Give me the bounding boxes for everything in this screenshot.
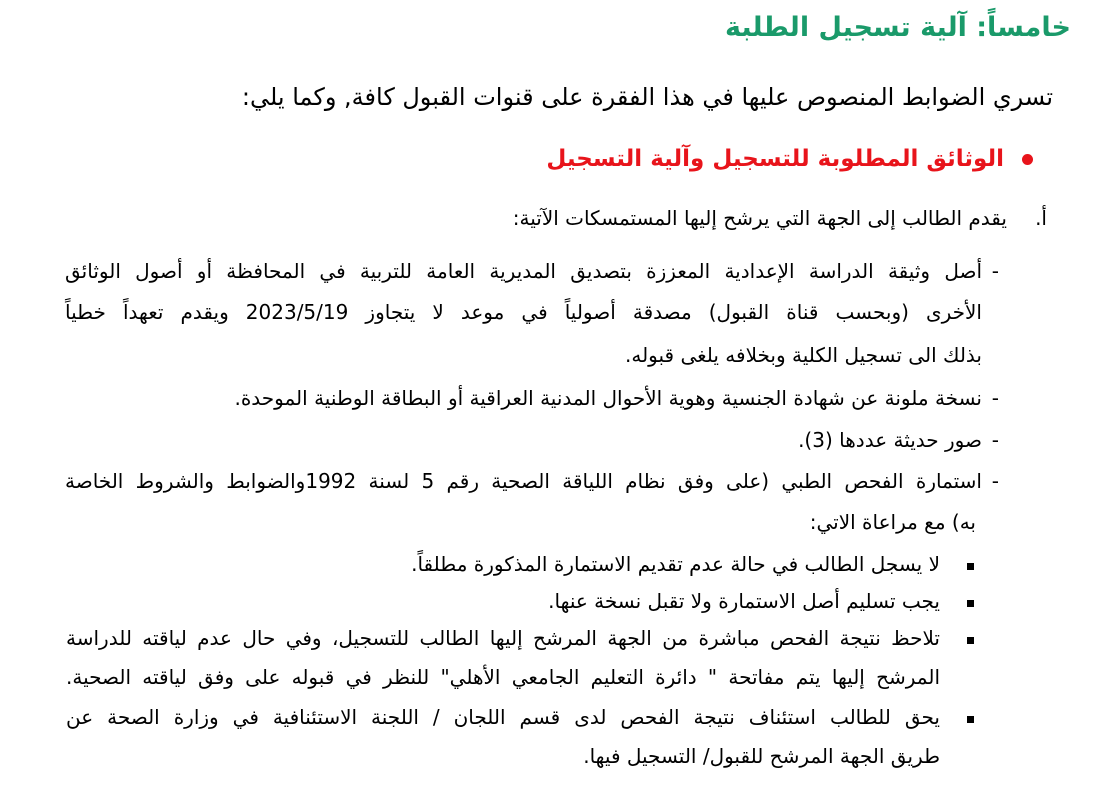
dash-marker: - xyxy=(991,469,999,493)
bullet-item-4-line-2: طريق الجهة المرشح للقبول/ التسجيل فيها. xyxy=(583,744,940,768)
dash-item-1-line-2: الأخرى (وبحسب قناة القبول) مصدقة أصولياً في موعد لا يتجاوز 2023/5/19 ويقدم تعهداً خطياً xyxy=(65,300,982,324)
square-bullet-icon xyxy=(967,563,974,570)
dash-item-1-line-1: أصل وثيقة الدراسة الإعدادية المعززة بتصديق المديرية العامة للتربية في المحافظة أو أصول الوثائق xyxy=(65,259,982,283)
square-bullet-icon xyxy=(967,637,974,644)
section-title: خامساً: آلية تسجيل الطلبة xyxy=(724,12,1071,43)
item-a-text: يقدم الطالب إلى الجهة التي يرشح إليها المستمسكات الآتية: xyxy=(512,206,1007,230)
subsection-title-text: الوثائق المطلوبة للتسجيل وآلية التسجيل xyxy=(546,146,1004,172)
subsection-title xyxy=(546,146,1033,172)
intro-paragraph: تسري الضوابط المنصوص عليها في هذا الفقرة على قنوات القبول كافة, وكما يلي: xyxy=(241,83,1053,111)
dash-item-4-line-2: به) مع مراعاة الاتي: xyxy=(809,510,976,534)
dash-marker: - xyxy=(991,386,999,410)
bullet-dot-icon xyxy=(1022,154,1033,165)
dash-marker: - xyxy=(991,428,999,452)
bullet-item-3-line-2: المرشح إليها يتم مفاتحة " دائرة التعليم الجامعي الأهلي" للنظر في قبوله على وفق لياقته الصحية. xyxy=(66,665,940,689)
item-a-marker: أ. xyxy=(1035,206,1047,230)
dash-marker: - xyxy=(991,259,999,283)
dash-item-3-line-1: صور حديثة عددها (3). xyxy=(798,428,982,452)
dash-item-1-line-3: بذلك الى تسجيل الكلية وبخلافه يلغى قبوله. xyxy=(624,343,982,367)
bullet-item-4-line-1: يحق للطالب استئناف نتيجة الفحص لدى قسم اللجان / اللجنة الاستئنافية في وزارة الصحة عن xyxy=(66,705,940,729)
bullet-item-3-line-1: تلاحظ نتيجة الفحص مباشرة من الجهة المرشح إليها الطالب للتسجيل، وفي حال عدم لياقته للدراسة xyxy=(66,626,940,650)
dash-item-4-line-1: استمارة الفحص الطبي (على وفق نظام اللياقة الصحية رقم 5 لسنة 1992والضوابط والشروط الخاصة xyxy=(65,469,982,493)
square-bullet-icon xyxy=(967,716,974,723)
square-bullet-icon xyxy=(967,600,974,607)
bullet-item-1-line-1: لا يسجل الطالب في حالة عدم تقديم الاستمارة المذكورة مطلقاً. xyxy=(411,552,940,576)
dash-item-2-line-1: نسخة ملونة عن شهادة الجنسية وهوية الأحوال المدنية العراقية أو البطاقة الوطنية الموحدة. xyxy=(234,386,982,410)
bullet-item-2-line-1: يجب تسليم أصل الاستمارة ولا تقبل نسخة عنها. xyxy=(548,589,940,613)
